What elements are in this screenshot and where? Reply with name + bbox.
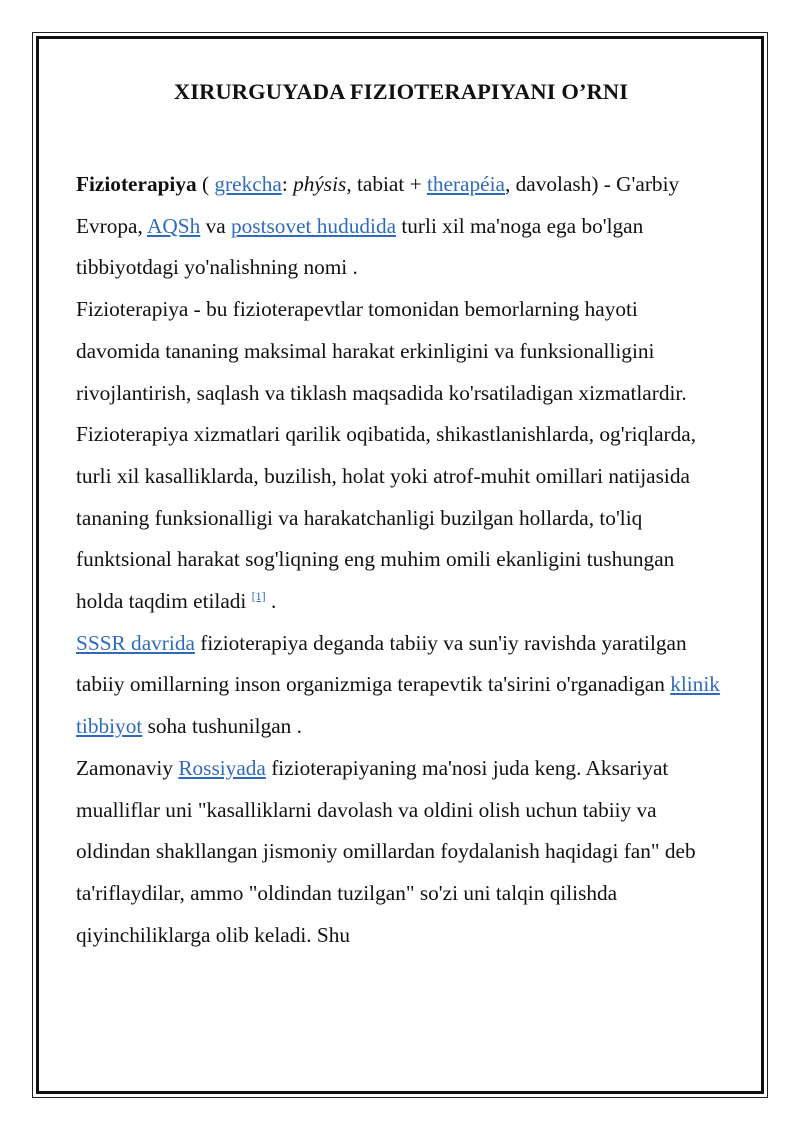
paragraph-services <box>76 289 726 623</box>
word-physis: phýsis <box>293 172 347 196</box>
text-span: Zamonaviy <box>76 755 179 780</box>
paragraph-rossiya <box>76 748 726 957</box>
reference-link-1[interactable]: [1] <box>251 589 266 604</box>
document-body <box>76 164 726 956</box>
text-span: va <box>200 213 231 238</box>
term-fizioterapiya: Fizioterapiya <box>76 172 197 196</box>
link-sssr-davrida[interactable]: SSSR davrida <box>76 630 195 655</box>
text-span: Fizioterapiya - bu fizioterapevtlar tomonidan bemorlarning hayoti davomida tananing maksimal harakat erkinligini va funksionalligini rivojlantirish, saqlash va tiklash maqsadida ko'rsatiladigan xizmatlardir. Fizioterapiya xizmatlari qarilik oqibatida, shikastlanishlarda, og'riqlarda, turli xil kasalliklarda, buzilish, holat yoki atrof-muhit omillari natijasida tananing funksionalligi va harakatchanligi buzilgan hollarda, to'liq funktsional harakat sog'liqning eng muhim omili ekanligini tushungan holda taqdim etiladi <box>76 297 697 614</box>
reference-sup <box>252 589 266 603</box>
text-span: . <box>265 589 277 614</box>
text-span: fizioterapiya deganda tabiiy va sun'iy ravishda yaratilgan tabiiy omillarning inson organizmiga terapevtik ta'sirini o'rganadigan <box>76 630 687 697</box>
text-span: turli xil ma'noga ega bo'lgan tibbiyotdagi yo'nalishning nomi . <box>76 213 644 280</box>
text-span: ( <box>196 172 215 196</box>
document-title: XIRURGUYADA FIZIOTERAPIYANI O’RNI <box>173 79 629 104</box>
link-postsovet-hududida[interactable]: postsovet hududida <box>231 213 397 238</box>
paragraph-sssr <box>76 623 726 748</box>
link-aqsh[interactable]: AQSh <box>146 213 201 238</box>
link-rossiyada[interactable]: Rossiyada <box>178 755 266 780</box>
document-content <box>76 72 726 956</box>
paragraph-definition <box>76 164 726 289</box>
text-span: , tabiat + <box>346 172 427 196</box>
link-grekcha[interactable]: grekcha <box>214 172 282 196</box>
text-span: , davolash) - G'arbiy Evropa, <box>76 172 680 238</box>
link-therapeia[interactable]: therapéia <box>426 172 505 196</box>
text-span: fizioterapiyaning ma'nosi juda keng. Aksariyat mualliflar uni "kasalliklarni davolash va oldini olish uchun tabiiy va oldindan shakllangan jismoniy omillardan foydalanish haqidagi fan" deb ta'riflaydilar, ammo "oldindan tuzilgan" so'zi uni talqin qilishda qiyinchiliklarga olib keladi. Shu <box>76 755 696 947</box>
text-span: soha tushunilgan . <box>142 714 302 739</box>
link-klinik-tibbiyot[interactable]: klinik tibbiyot <box>76 672 720 739</box>
text-span: : <box>281 172 294 196</box>
